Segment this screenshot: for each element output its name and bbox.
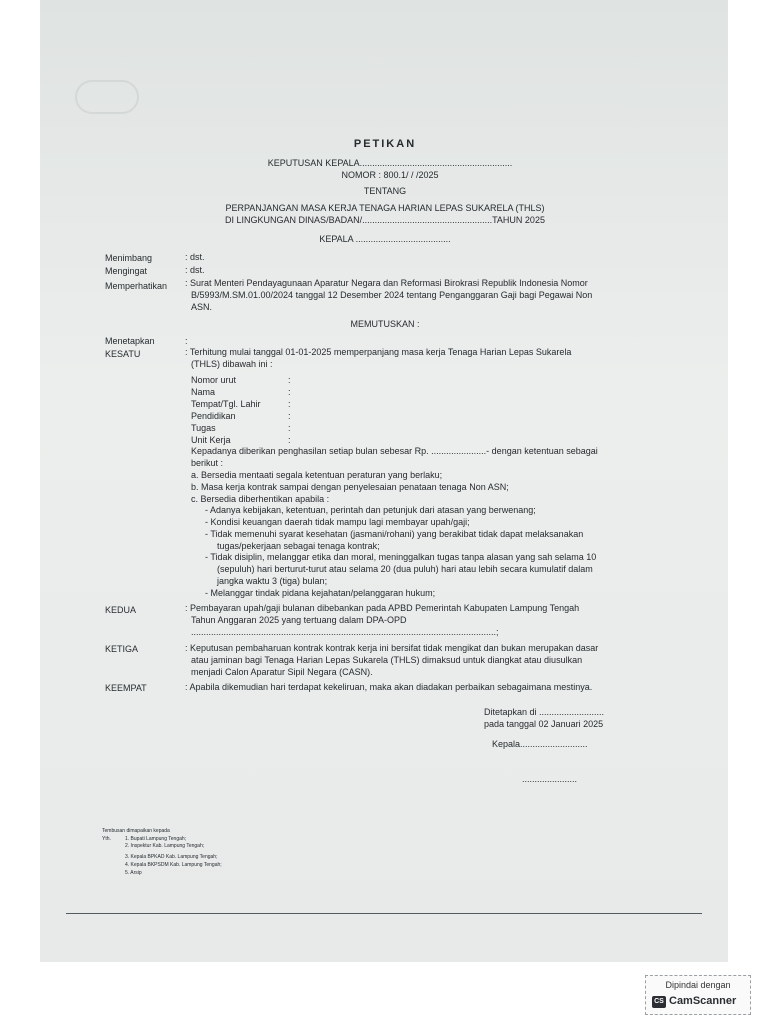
bleed-through-mark bbox=[75, 80, 139, 114]
tembusan-item: 5. Arsip bbox=[125, 870, 142, 876]
pay-text-2: berikut : bbox=[191, 458, 224, 468]
dismissal-3b: tugas/pekerjaan sebagai tenaga kontrak; bbox=[217, 541, 380, 551]
memperhatikan-label: Memperhatikan bbox=[105, 281, 168, 291]
dismissal-1: - Adanya kebijakan, ketentuan, perintah dan petunjuk dari atasan yang berwenang; bbox=[205, 505, 536, 515]
pada-tanggal: pada tanggal 02 Januari 2025 bbox=[484, 719, 604, 729]
menetapkan-value: : bbox=[185, 336, 188, 346]
tembusan-yth: Yth. bbox=[102, 836, 111, 842]
field-colon: : bbox=[288, 399, 291, 409]
mengingat-label: Mengingat bbox=[105, 266, 148, 276]
tembusan-item: 3. Kepala BPKAD Kab. Lampung Tengah; bbox=[125, 854, 218, 860]
field-colon: : bbox=[288, 423, 291, 433]
dismissal-4a: - Tidak disiplin, melanggar etika dan moral, meninggalkan tugas tanpa alasan yang sah selama 10 bbox=[205, 552, 597, 562]
decree-line: KEPUTUSAN KEPALA............................................................. bbox=[267, 158, 513, 168]
kepala-heading: KEPALA ...................................... bbox=[319, 234, 451, 244]
tembusan-title: Tembusan dimapaikan kepada bbox=[102, 828, 170, 834]
condition-b: b. Masa kerja kontrak sampai dengan penyelesaian penataan tenaga Non ASN; bbox=[191, 482, 509, 492]
menimbang-label: Menimbang bbox=[105, 253, 153, 263]
kedua-text-1: : Pembayaran upah/gaji bulanan dibebankan pada APBD Pemerintah Kabupaten Lampung Tengah bbox=[185, 603, 580, 613]
keempat-label: KEEMPAT bbox=[105, 683, 147, 693]
condition-a: a. Bersedia mentaati segala ketentuan peraturan yang berlaku; bbox=[191, 470, 443, 480]
menimbang-value: : dst. bbox=[185, 252, 205, 262]
decree-number: NOMOR : 800.1/ / /2025 bbox=[341, 170, 439, 180]
mengingat-value: : dst. bbox=[185, 265, 205, 275]
keempat-text-1: : Apabila dikemudian hari terdapat kekeliruan, maka akan diadakan perbaikan sebagaimana mestinya. bbox=[185, 682, 593, 692]
footer-rule bbox=[66, 913, 702, 914]
field-colon: : bbox=[288, 387, 291, 397]
memutuskan-heading: MEMUTUSKAN : bbox=[350, 319, 420, 329]
field-tugas: Tugas bbox=[191, 423, 216, 433]
kedua-text-3: ..........................................................................................................................; bbox=[191, 627, 499, 637]
kepala-signature: Kepala........................... bbox=[492, 739, 588, 749]
tentang-heading: TENTANG bbox=[363, 186, 407, 196]
camscanner-logo-icon: CS bbox=[652, 996, 666, 1008]
field-pendidikan: Pendidikan bbox=[191, 411, 236, 421]
kesatu-text-1: : Terhitung mulai tanggal 01-01-2025 memperpanjang masa kerja Tenaga Harian Lepas Sukarela bbox=[185, 347, 572, 357]
memperhatikan-text-3: ASN. bbox=[191, 302, 213, 312]
subject-line-1: PERPANJANGAN MASA KERJA TENAGA HARIAN LEPAS SUKARELA (THLS) bbox=[225, 203, 545, 213]
field-nomor-urut: Nomor urut bbox=[191, 375, 237, 385]
pay-text-1: Kepadanya diberikan penghasilan setiap bulan sebesar Rp. ......................- dengan ketentuan sebagai bbox=[191, 446, 598, 456]
ketiga-text-1: : Keputusan pembaharuan kontrak kontrak kerja ini bersifat tidak mengikat dan bukan merupakan dasar bbox=[185, 643, 599, 653]
tembusan-item: 2. Inspektur Kab. Lampung Tengah; bbox=[125, 843, 205, 849]
kesatu-label: KESATU bbox=[105, 349, 141, 359]
dismissal-4c: jangka waktu 3 (tiga) bulan; bbox=[217, 576, 328, 586]
field-colon: : bbox=[288, 375, 291, 385]
tembusan-item: 1. Bupati Lampung Tengah; bbox=[125, 836, 187, 842]
kesatu-text-2: (THLS) dibawah ini : bbox=[191, 359, 273, 369]
memperhatikan-text-1: : Surat Menteri Pendayagunaan Aparatur Negara dan Reformasi Birokrasi Republik Indonesia Nomor bbox=[185, 278, 588, 288]
field-colon: : bbox=[288, 411, 291, 421]
camscanner-stamp bbox=[645, 975, 751, 1015]
ketiga-text-2: atau jaminan bagi Tenaga Harian Lepas Sukarela (THLS) dimaksud untuk diangkat atau diusulkan bbox=[191, 655, 583, 665]
condition-c: c. Bersedia diberhentikan apabila : bbox=[191, 494, 330, 504]
subject-line-2: DI LINGKUNGAN DINAS/BADAN/....................................................TAHUN 2025 bbox=[225, 215, 545, 225]
dismissal-5: - Melanggar tindak pidana kejahatan/pelanggaran hukum; bbox=[205, 588, 436, 598]
kedua-text-2: Tahun Anggaran 2025 yang tertuang dalam DPA-OPD bbox=[191, 615, 407, 625]
kedua-label: KEDUA bbox=[105, 605, 137, 615]
dismissal-4b: (sepuluh) hari berturut-turut atau selama 20 (dua puluh) hari atau lebih secara kumulatif dalam bbox=[217, 564, 593, 574]
tembusan-item: 4. Kepala BKPSDM Kab. Lampung Tengah; bbox=[125, 862, 222, 868]
field-tempat-tgl-lahir: Tempat/Tgl. Lahir bbox=[191, 399, 261, 409]
ketiga-text-3: menjadi Calon Aparatur Sipil Negara (CASN). bbox=[191, 667, 373, 677]
stamp-brand: CamScanner bbox=[669, 995, 737, 1007]
signature-line: ...................... bbox=[522, 774, 578, 784]
dismissal-3a: - Tidak memenuhi syarat kesehatan (jasmani/rohani) yang berakibat tidak dapat melaksanakan bbox=[205, 529, 584, 539]
ketiga-label: KETIGA bbox=[105, 644, 139, 654]
menetapkan-label: Menetapkan bbox=[105, 336, 155, 346]
field-unit-kerja: Unit Kerja bbox=[191, 435, 231, 445]
doc-title: PETIKAN bbox=[353, 138, 417, 150]
ditetapkan-di: Ditetapkan di .......................... bbox=[484, 707, 605, 717]
memperhatikan-text-2: B/5993/M.SM.01.00/2024 tanggal 12 Desember 2024 tentang Penganggaran Gaji bagi Pegawai Non bbox=[191, 290, 593, 300]
stamp-caption: Dipindai dengan bbox=[665, 980, 731, 990]
dismissal-2: - Kondisi keuangan daerah tidak mampu lagi membayar upah/gaji; bbox=[205, 517, 470, 527]
field-nama: Nama bbox=[191, 387, 216, 397]
field-colon: : bbox=[288, 435, 291, 445]
